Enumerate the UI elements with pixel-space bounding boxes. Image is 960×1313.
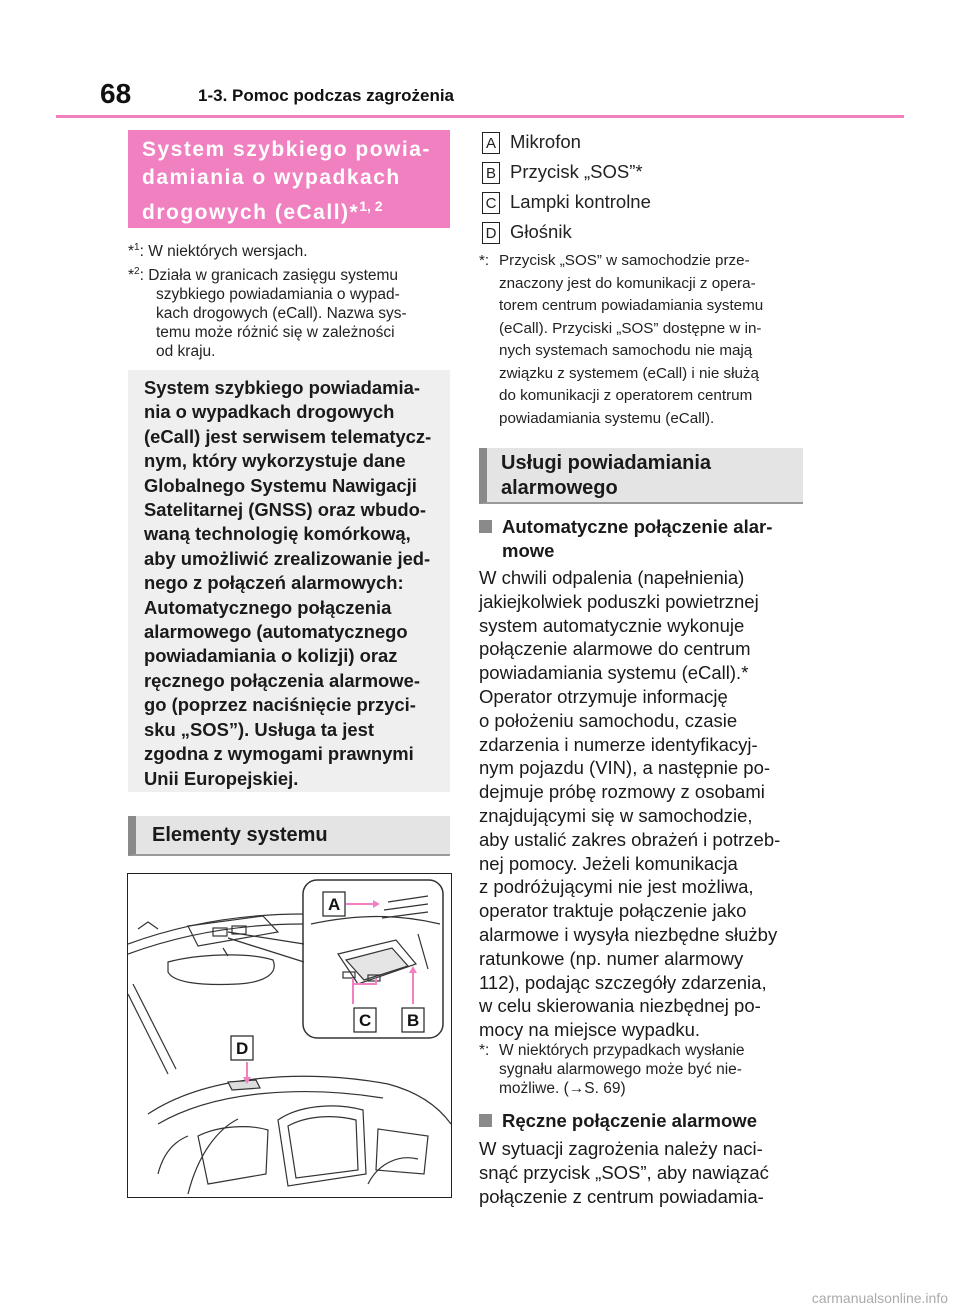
label-a: A (328, 895, 341, 914)
ecall-heading-line: System szybkiego powia- (142, 138, 431, 161)
sos-note: *: Przycisk „SOS” w samochodzie prze- znaczony jest do komunikacji z opera- torem centrum powiadamiania systemu (eCall). Przyciski „SOS” dostępne w in- nych systemach samochodu nie mają związku z systemem (eCall) i nie służą do komunikacji z operatorem centrum powiadamiania systemu (eCall). (479, 252, 764, 427)
legend-item-b: B Przycisk „SOS”* (482, 161, 643, 184)
legend-item-a: A Mikrofon (482, 131, 581, 154)
ecall-heading-line: damiania o wypadkach (142, 166, 401, 189)
auto-call-heading: Automatyczne połączenie alar- mowe (479, 515, 809, 563)
elements-heading: Elementy systemu (128, 816, 450, 856)
watermark: carmanualsonline.info (811, 1290, 948, 1306)
auto-call-body: W chwili odpalenia (napełnienia) jakiejkolwiek poduszki powietrznej system automatycznie wykonuje połączenie alarmowe do centrum powiadamiania systemu (eCall).* Operator otrzymuje informację o położeniu samochodu, czasie zdarzenia i numerze identyfikacyj- nym pojazdu (VIN), a następnie po- dejmuje próbę rozmowy z osobami znajdującymi się w samochodzie, aby ustalić zakres obrażeń i potrzeb- nej pomocy. Jeżeli komunikacja z podróżującymi nie jest możliwa, operator traktuje połączenie jako alarmowe i wysyła niezbędne służby ratunkowe (np. numer alarmowy 112), podając szczegóły zdarzenia, w celu skierowania niezbędnej po- mocy na miejsce wypadku. (479, 567, 781, 1041)
ecall-heading-superscript: 1, 2 (359, 198, 383, 214)
car-interior-drawing (128, 874, 451, 1197)
legend-letter-d: D (482, 222, 500, 244)
system-illustration (127, 873, 452, 1198)
ecall-heading-line: drogowych (eCall)*$^{1, 2}$ (142, 198, 383, 224)
footnote-1-mark: *$^1$ (128, 242, 140, 261)
legend-letter-a: A (482, 132, 500, 154)
legend-letter-c: C (482, 192, 500, 214)
legend-item-c: C Lampki kontrolne (482, 191, 651, 214)
ecall-heading (128, 130, 450, 228)
legend-item-d: D Głośnik (482, 221, 572, 244)
label-c: C (359, 1011, 372, 1030)
label-b: B (407, 1011, 420, 1030)
square-bullet-icon (479, 1114, 492, 1127)
footnote-2-mark: *$^2$ (128, 266, 140, 285)
legend-letter-b: B (482, 162, 500, 184)
section-title: 1-3. Pomoc podczas zagrożenia (198, 86, 455, 105)
header-rule (56, 115, 904, 118)
footnote-2: *$^2$: Działa w granicach zasięgu systemu szybkiego powiadamiania o wypad- kach drogowych (eCall). Nazwa sys- temu może różnić się w zależności od kraju. (128, 266, 407, 361)
emergency-services-heading: Usługi powiadamiania alarmowego (479, 448, 803, 504)
auto-call-note: *: W niektórych przypadkach wysłanie sygnału alarmowego może być nie- możliwe. (→S. 69) (479, 1042, 745, 1097)
footnote-1: *$^1$: W niektórych wersjach. (128, 242, 308, 261)
info-box: System szybkiego powiadamia- nia o wypadkach drogowych (eCall) jest serwisem telematycz- nym, który wykorzystuje dane Globalnego Systemu Nawigacji Satelitarnej (GNSS) oraz wbudo- waną technologię komórkową, aby umożliwić zrealizowanie jed- nego z połączeń alarmowych: Automatycznego połączenia alarmowego (automatycznego powiadamiania o kolizji) oraz ręcznego połączenia alarmowe- go (poprzez naciśnięcie przyci- sku „SOS”). Usługa ta jest zgodna z wymogami prawnymi Unii Europejskiej. (128, 370, 450, 792)
label-d: D (236, 1039, 249, 1058)
page-number: 68 (100, 78, 132, 109)
manual-call-heading: Ręczne połączenie alarmowe (479, 1109, 809, 1133)
square-bullet-icon (479, 520, 492, 533)
manual-call-body: W sytuacji zagrożenia należy naci- snąć przycisk „SOS”, aby nawiązać połączenie z centrum powiadamia- (479, 1138, 769, 1207)
